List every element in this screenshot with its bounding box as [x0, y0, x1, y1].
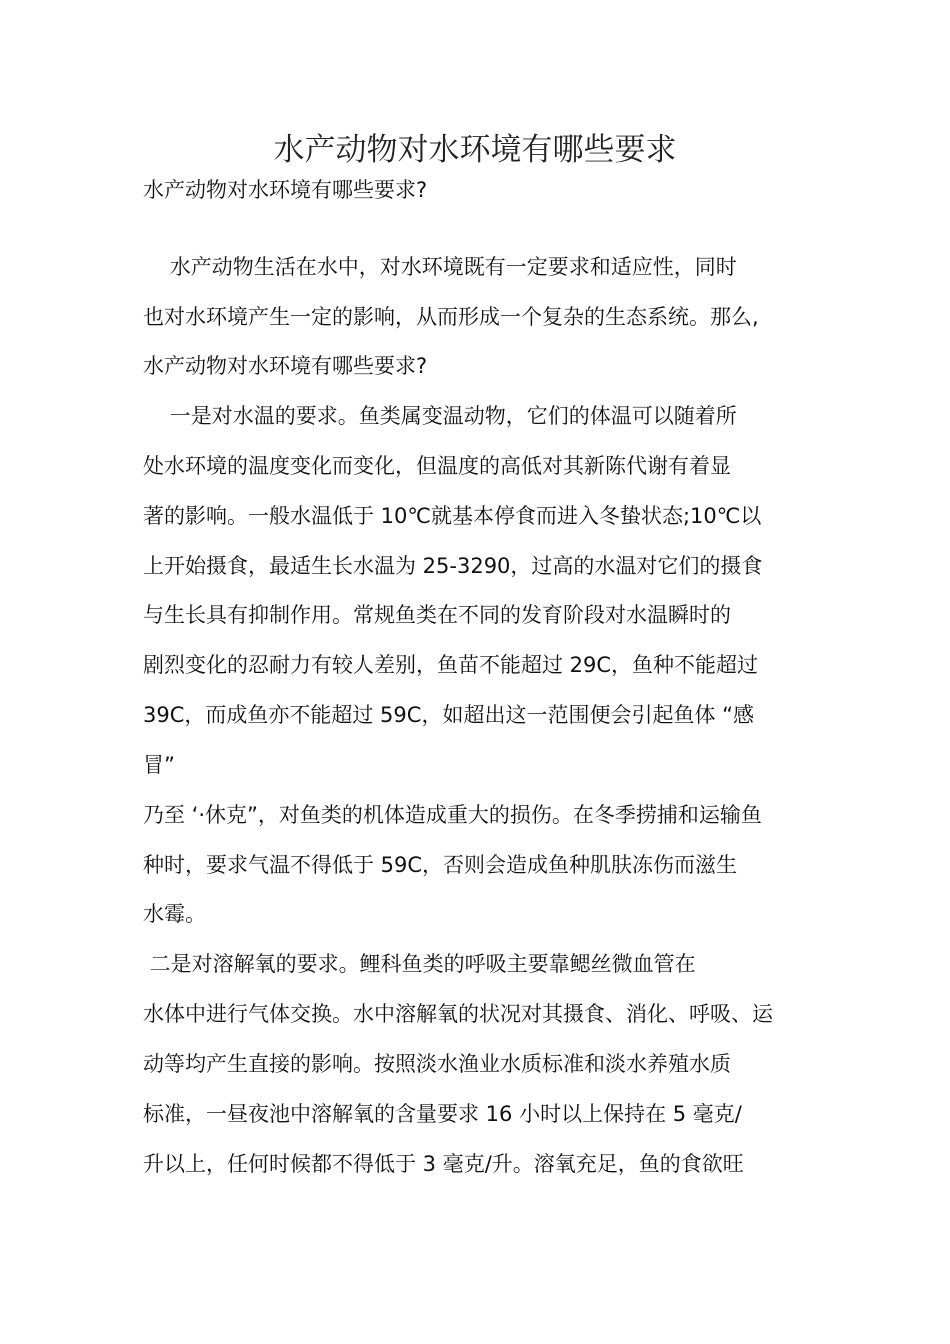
- paragraph-line: 与生长具有抑制作用。常规鱼类在不同的发育阶段对水温瞬时的: [143, 603, 731, 627]
- paragraph-line: 标准，一昼夜池中溶解氧的含量要求 16 小时以上保持在 5 毫克/: [143, 1102, 742, 1126]
- paragraph-line: 冒”: [143, 753, 175, 777]
- paragraph-line: 一是对水温的要求。鱼类属变温动物，它们的体温可以随着所: [143, 404, 737, 428]
- paragraph-line: 剧烈变化的忍耐力有较人差别，鱼苗不能超过 29C，鱼种不能超过: [143, 653, 759, 677]
- paragraph-line: 也对水环境产生一定的影响，从而形成一个复杂的生态系统。那么,: [143, 305, 759, 329]
- paragraph-line: 水体中进行气体交换。水中溶解氧的状况对其摄食、消化、呼吸、运: [143, 1002, 773, 1026]
- paragraph-line: 水产动物生活在水中，对水环境既有一定要求和适应性，同时: [143, 255, 737, 279]
- paragraph-line: 上开始摄食，最适生长水温为 25-3290，过高的水温对它们的摄食: [143, 554, 763, 578]
- paragraph-line: 动等均产生直接的影响。按照淡水渔业水质标准和淡水养殖水质: [143, 1052, 731, 1076]
- paragraph-line: 水产动物对水环境有哪些要求?: [143, 354, 428, 378]
- paragraph-line: 水霉。: [143, 902, 206, 926]
- paragraph-line: 升以上，任何时候都不得低于 3 毫克/升。溶氧充足，鱼的食欲旺: [143, 1152, 744, 1176]
- question-heading: 水产动物对水环境有哪些要求?: [143, 178, 428, 202]
- paragraph-line: 乃至 ‘·休克”，对鱼类的机体造成重大的损伤。在冬季捞捕和运输鱼: [143, 803, 762, 827]
- paragraph-line: 39C，而成鱼亦不能超过 59C，如超出这一范围便会引起鱼体 “感: [143, 703, 754, 727]
- paragraph-line: 处水环境的温度变化而变化，但温度的高低对其新陈代谢有着显: [143, 454, 731, 478]
- document-title: 水产动物对水环境有哪些要求: [273, 132, 677, 168]
- paragraph-line: 种时，要求气温不得低于 59C，否则会造成鱼种肌肤冻伤而滋生: [143, 853, 738, 877]
- paragraph-line: 著的影响。一般水温低于 10℃就基本停食而进入冬蛰状态;10℃以: [143, 504, 762, 528]
- paragraph-line: 二是对溶解氧的要求。鲤科鱼类的呼吸主要靠鳃丝微血管在: [143, 952, 696, 976]
